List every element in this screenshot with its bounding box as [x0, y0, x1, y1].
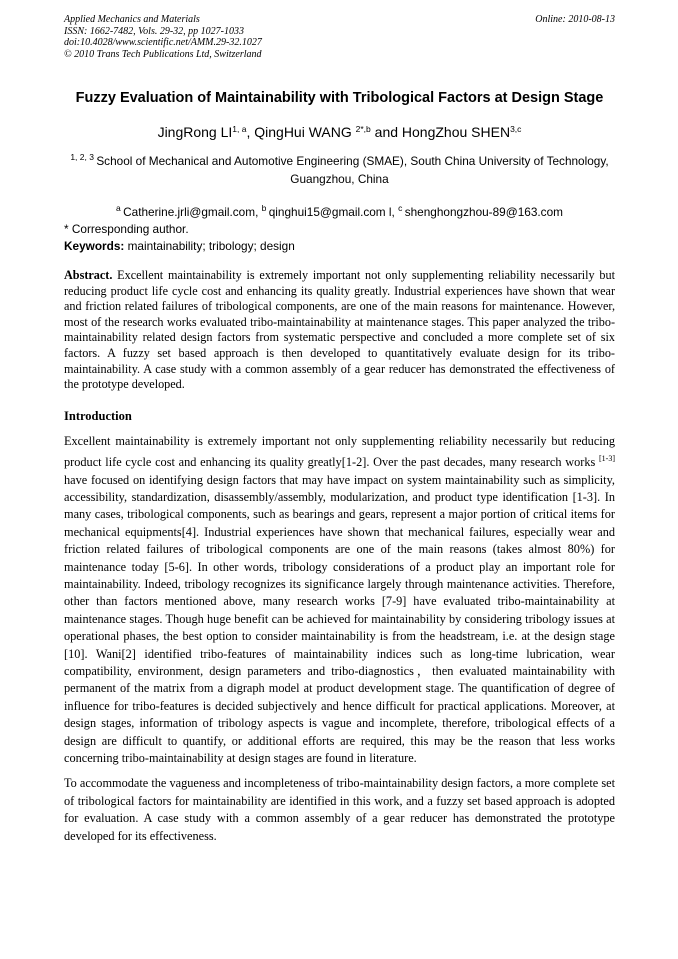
paper-title: Fuzzy Evaluation of Maintainability with Tribological Factors at Design Stage [75, 90, 604, 106]
journal-name: Applied Mechanics and Materials [64, 14, 200, 25]
keywords-label: Keywords: [64, 239, 125, 253]
author-2: , QingHui WANG [246, 124, 356, 140]
intro-p1-part-b: have focused on identifying design factors that may have impact on system maintainability such as simplicity, accessibility, standardization, disassembly/assembly, modularization, and product type identification [1-3]. In many cases, tribological components, such as bearings and gears, represent a major portion of critical items for mechanical equipments[4]. Industrial experiences have shown that mechanical failures, especially wear and friction related failures of tribological components are one of the main reasons (takes almost 80%) for maintenance today [5-6]. In other words, tribology considerations of a product play an important role for maintainability. Indeed, tribology recognizes its significance largely through maintenance activities. Therefore, other than factors mentioned above, many research works [7-9] have evaluated tribo-maintainability at maintenance stages. Though huge benefit can be achieved for maintainability by considering tribology issues at operational phases, the best option to consider maintainability is from the headstream, i.e. at the design stage [10]. Wani[2] identified tribo-features of maintainability indices such as long-time lubrication, wear compatibility, environment, design parameters and tribo-diagnostics，then evaluated maintainability with permanent of the matrix from a digraph model at product development stage. The quantification of degree of influence for tribo-features is decided subjectively and hence difficult for practical applications. Moreover, at design stages, information of tribology aspects is vague and incomplete, therefore, tribological effects of a design are difficult to quantify, or additional efforts are required, this may be the reason that less works concerning tribo-maintainability at design stages are found in literature. [64, 472, 615, 766]
email-c-sup: c [398, 203, 405, 213]
intro-p1-part-a: Excellent maintainability is extremely important not only supplementing reliability necessarily but reducing product life cycle cost and enhancing its quality greatly[1-2]. Over the past decades, many research works [64, 433, 615, 470]
affiliation-text: School of Mechanical and Automotive Engineering (SMAE), South China University of Technology, Guangzhou, China [96, 154, 609, 186]
author-3: and HongZhou SHEN [370, 124, 511, 140]
masthead [64, 14, 615, 60]
email-a-sup: a [116, 203, 124, 213]
affiliation-sup: 1, 2, 3 [70, 152, 97, 162]
introduction-paragraph-2: To accommodate the vagueness and incompleteness of tribo-maintainability design factors, a more complete set of tribological factors for maintainability are identified in this work, and a fuzzy set based approach is adopted for evaluation. A case study with a common assembly of a gear reducer has demonstrated the prototype developed for its effectiveness. [64, 776, 615, 843]
email-b[interactable]: qinghui15@gmail.com l, [268, 205, 399, 219]
author-list [64, 120, 615, 141]
online-date: Online: 2010-08-13 [535, 14, 615, 25]
author-1-sup: 1, a [232, 124, 247, 134]
author-3-sup: 3,c [510, 124, 522, 134]
affiliation [64, 148, 615, 188]
introduction-paragraph-1 [64, 433, 615, 768]
page [64, 14, 615, 845]
introduction-heading: Introduction [64, 408, 132, 423]
abstract-text: Excellent maintainability is extremely important not only supplementing reliability necessarily but reducing product life cycle cost and enhancing its quality greatly. Industrial experiences have shown that wear and friction related failures of tribological components, are one of the main reasons for maintenance. However, most of the research works evaluated tribo-maintainability at maintenance stages. This paper analyzed the tribo-maintainability related design factors from systematic perspective and concluded a more complete set of six factors. A fuzzy set based approach is then developed to quantitatively evaluate design for its tribo-maintainability. A case study with a common assembly of a gear reducer has demonstrated the effectiveness of the prototype developed. [64, 268, 615, 392]
intro-p1-citation: [1-3] [599, 454, 615, 464]
email-list [64, 199, 615, 221]
author-1: JingRong LI [157, 124, 233, 140]
abstract-label: Abstract. [64, 268, 113, 282]
email-c[interactable]: shenghongzhou-89@163.com [404, 205, 563, 219]
email-b-sup: b [261, 203, 269, 213]
copyright-line: © 2010 Trans Tech Publications Ltd, Switzerland [64, 48, 262, 60]
keywords [64, 238, 615, 255]
issn-line: ISSN: 1662-7482, Vols. 29-32, pp 1027-1033 [64, 25, 244, 37]
email-a[interactable]: Catherine.jrli@gmail.com, [123, 205, 262, 219]
doi-line: doi:10.4028/www.scientific.net/AMM.29-32.1027 [64, 37, 262, 48]
abstract [64, 268, 615, 393]
keywords-text: maintainability; tribology; design [124, 239, 295, 253]
author-2-sup: 2*,b [355, 124, 371, 134]
corresponding-note: * Corresponding author. [64, 222, 189, 236]
